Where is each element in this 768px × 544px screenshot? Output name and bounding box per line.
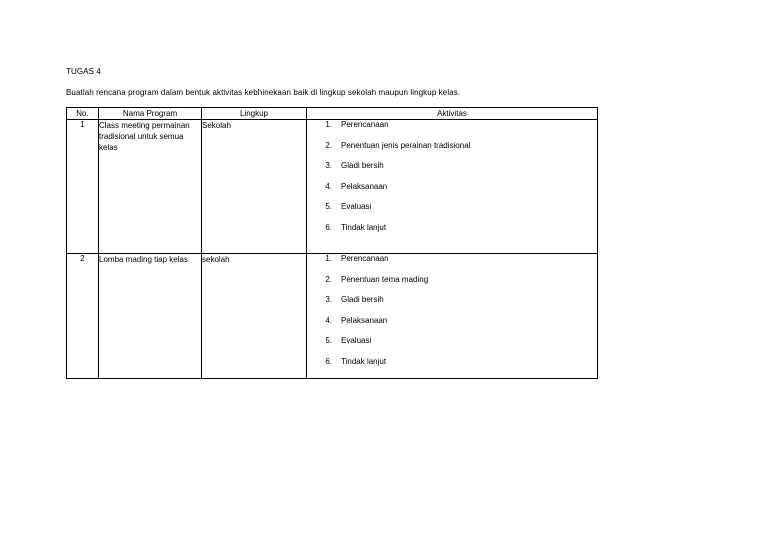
activity-text: Perencanaan (341, 120, 389, 129)
activity-item (307, 202, 597, 223)
program-name: Class meeting permainan tradisional untuk semua kelas (99, 120, 202, 254)
program-table (66, 107, 598, 379)
activity-number: 4. (325, 181, 332, 191)
activity-number: 1. (325, 120, 332, 129)
activity-text: Pelaksanaan (341, 315, 388, 325)
row-number: 1 (67, 120, 99, 254)
activity-item (307, 161, 597, 182)
activity-cell (307, 120, 598, 254)
activity-number: 3. (325, 161, 332, 171)
activity-text: Tindak lanjut (341, 222, 387, 232)
activity-number: 1. (325, 254, 332, 263)
activity-number: 6. (325, 356, 332, 366)
activity-text: Gladi bersih (341, 161, 384, 171)
table-header-row (67, 108, 598, 120)
row-number: 2 (67, 254, 99, 379)
activity-number: 3. (325, 295, 332, 305)
activity-item (307, 141, 597, 162)
activity-item (307, 275, 597, 296)
activity-cell (307, 254, 598, 379)
activity-text: Pelaksanaan (341, 181, 388, 191)
program-name: Lomba mading tiap kelas (99, 254, 202, 379)
activity-text: Gladi bersih (341, 295, 384, 305)
program-scope: Sekolah (202, 120, 307, 254)
header-program: Nama Program (99, 108, 202, 120)
activity-text: Evaluasi (341, 336, 372, 346)
header-activities: Aktivitas (307, 108, 598, 120)
activity-item (307, 223, 597, 244)
activity-item (307, 120, 597, 141)
activity-number: 4. (325, 315, 332, 325)
activity-number: 2. (325, 140, 332, 150)
activity-item (307, 295, 597, 316)
document-title: TUGAS 4 (66, 67, 101, 76)
table-row (67, 120, 598, 254)
activity-number: 2. (325, 274, 332, 284)
activity-text: Penentuan jenis perainan tradisional (341, 140, 471, 150)
activity-item (307, 316, 597, 337)
table-row (67, 254, 598, 379)
activity-item (307, 336, 597, 357)
activity-text: Evaluasi (341, 202, 372, 212)
header-no: No. (67, 108, 99, 120)
activity-number: 5. (325, 202, 332, 212)
activity-item (307, 357, 597, 378)
header-scope: Lingkup (202, 108, 307, 120)
activity-list (307, 254, 597, 378)
activity-number: 6. (325, 222, 332, 232)
program-scope: sekolah (202, 254, 307, 379)
activity-text: Perencanaan (341, 254, 389, 263)
activity-list (307, 120, 597, 244)
activity-text: Penentuan tema mading (341, 274, 429, 284)
activity-item (307, 182, 597, 203)
activity-item (307, 254, 597, 275)
activity-number: 5. (325, 336, 332, 346)
activity-text: Tindak lanjut (341, 356, 387, 366)
instruction-text: Buatlah rencana program dalam bentuk aktivitas kebhinekaan baik di lingkup sekolah maupun lingkup kelas. (66, 88, 461, 97)
